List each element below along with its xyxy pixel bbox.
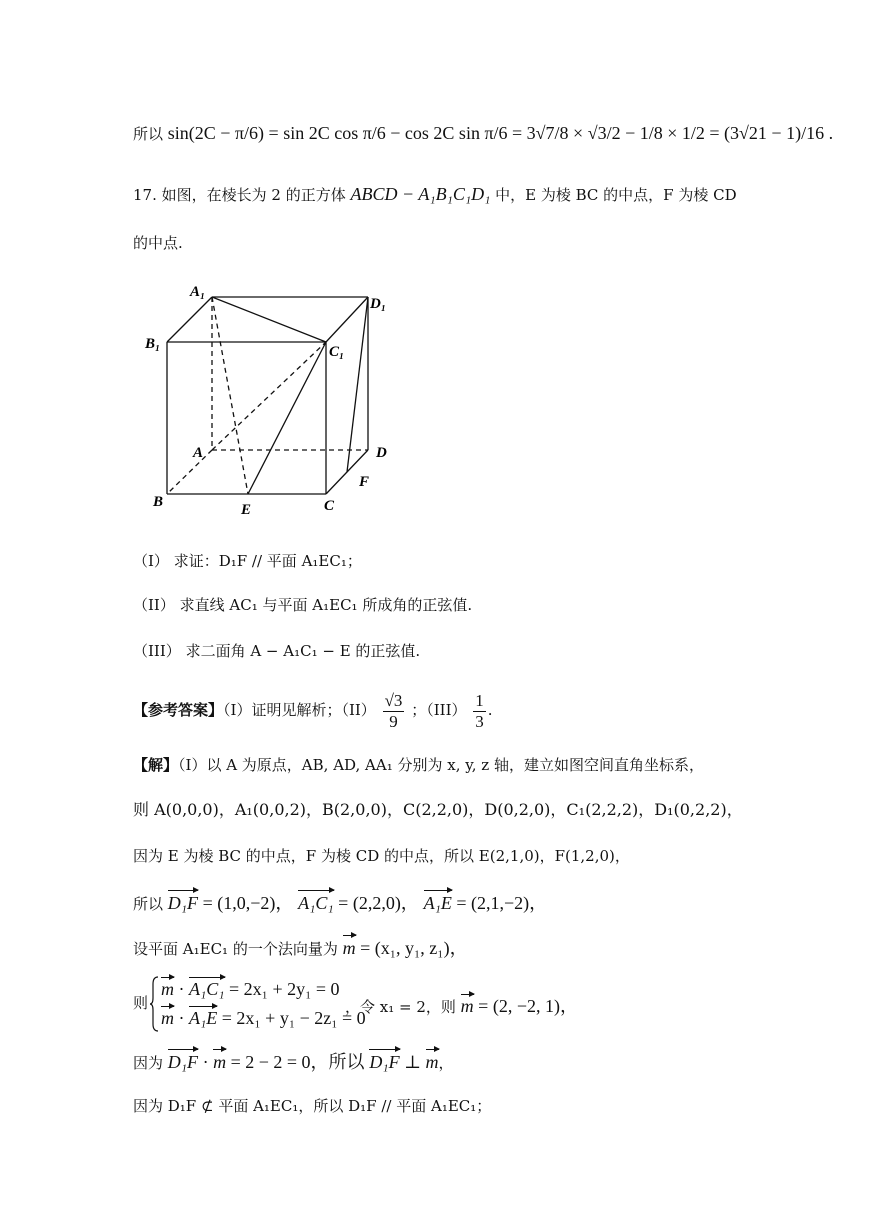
label-f: F xyxy=(359,474,370,490)
label-d: D xyxy=(376,445,387,461)
system-eq2-rhs: = 2x₁ + y₁ − 2z₁ = 0 xyxy=(217,1008,366,1028)
system-a1c1: A₁C₁ xyxy=(189,979,225,999)
system-eq1-rhs: = 2x₁ + 2y₁ = 0 xyxy=(224,979,340,999)
solution-l5-prefix: 设平面 A₁EC₁ 的一个法向量为 xyxy=(133,940,338,958)
system-m-3: m xyxy=(460,996,474,1016)
l7-vector-m-2: m xyxy=(426,1049,439,1073)
l7-vector-m: m xyxy=(213,1049,226,1073)
solution-l4-prefix: 所以 xyxy=(133,895,164,913)
label-b1: B₁ xyxy=(145,336,161,352)
system-after xyxy=(345,992,578,1018)
system-after-text: ，令 x₁ = 2，则 xyxy=(345,998,456,1016)
l7-end: ， xyxy=(438,1054,454,1072)
vector-d1f-value: = (1,0,−2)， xyxy=(198,893,294,913)
solution-label: 【解】 xyxy=(133,756,179,774)
system-brace xyxy=(149,976,159,1032)
solution-l3: 因为 E 为棱 BC 的中点，F 为棱 CD 的中点，所以 E(2,1,0)，F(1,2,0)， xyxy=(133,847,630,865)
question-3 xyxy=(133,640,420,662)
system-m-1: m xyxy=(161,979,174,999)
answer-part3-fraction xyxy=(473,691,486,732)
problem-statement xyxy=(133,183,737,206)
label-a1: A₁ xyxy=(190,284,206,300)
solution-line-7: 因为 D₁F · m = 2 − 2 = 0，所以 D₁F ⊥ m， xyxy=(133,1049,454,1074)
formula-line-1 xyxy=(133,122,833,145)
l7-vector-d1f-2: D₁F xyxy=(369,1049,399,1073)
answer-end: . xyxy=(487,701,493,719)
system-a1e: A₁E xyxy=(189,1008,218,1028)
question-1-text: 求证：D₁F // 平面 A₁EC₁； xyxy=(173,552,362,570)
answer-part1: （I）证明见解析； xyxy=(223,701,342,719)
formula-sin-2c: sin(2C − π/6) = sin 2C cos π/6 − cos 2C sin π/6 = 3√7/8 × √3/2 − 1/8 × 1/2 = (3√21 − 1)/16 . xyxy=(167,123,834,143)
reference-answer xyxy=(133,688,493,732)
answer-part3-tag: ；（III） xyxy=(411,701,467,719)
solution-line-8 xyxy=(133,1095,491,1117)
cube-figure xyxy=(140,282,400,522)
question-2-text: 求直线 AC₁ 与平面 A₁EC₁ 所成角的正弦值. xyxy=(179,596,473,614)
problem-text-c: 的中点. xyxy=(133,234,183,252)
label-c1: C₁ xyxy=(329,344,345,360)
answer-part2-num: √3 xyxy=(384,690,403,710)
label-c: C xyxy=(324,498,335,514)
label-b: B xyxy=(153,494,164,510)
label-a: A xyxy=(193,445,204,461)
system-result: = (2, −2, 1)， xyxy=(473,996,578,1016)
answer-part2-fraction xyxy=(383,691,405,732)
system-eq-1: m · A₁C₁ = 2x₁ + 2y₁ = 0 xyxy=(161,979,340,999)
equation-system xyxy=(133,975,633,1033)
solution-line-4 xyxy=(133,890,547,915)
vector-m: m xyxy=(343,935,356,959)
vector-a1e-value: = (2,1,−2)， xyxy=(451,893,548,913)
problem-text-b: 中，E 为棱 BC 的中点，F 为棱 CD xyxy=(495,186,737,204)
system-prefix: 则 xyxy=(133,994,149,1012)
vector-d1f: D₁F xyxy=(168,890,198,914)
question-3-tag: （III） xyxy=(133,642,181,660)
l7-perp: ⊥ xyxy=(399,1052,426,1072)
system-eq-2: m · A₁E = 2x₁ + y₁ − 2z₁ = 0 xyxy=(161,1008,366,1028)
cube-name: ABCD − A₁B₁C₁D₁ xyxy=(350,184,491,204)
normal-vector-value: = (x₁, y₁, z₁)， xyxy=(355,938,468,958)
solution-l2: 则 A(0,0,0)，A₁(0,0,2)，B(2,0,0)，C(2,2,0)，D(0,2,0)，C₁(2,2,2)，D₁(0,2,2)， xyxy=(133,800,743,819)
question-2-tag: （II） xyxy=(133,596,175,614)
solution-l7-prefix: 因为 xyxy=(133,1054,164,1072)
formula-prefix: 所以 xyxy=(133,125,164,143)
label-e: E xyxy=(241,502,252,518)
vector-a1c1-value: = (2,2,0)， xyxy=(333,893,419,913)
l7-vector-d1f: D₁F xyxy=(168,1049,198,1073)
question-2 xyxy=(133,594,472,616)
vector-a1c1: A₁C₁ xyxy=(298,890,334,914)
answer-part3-num: 1 xyxy=(475,690,484,710)
answer-part3-den: 3 xyxy=(475,711,484,731)
system-m-2: m xyxy=(161,1008,174,1028)
answer-part2-den: 9 xyxy=(389,711,398,731)
vector-a1e: A₁E xyxy=(424,890,452,914)
l7-eq: = 2 − 2 = 0，所以 xyxy=(226,1052,365,1072)
solution-line-5 xyxy=(133,935,468,960)
solution-l1: （I）以 A 为原点，AB, AD, AA₁ 分别为 x, y, z 轴，建立如图空间直角坐标系， xyxy=(178,756,704,774)
solution-line-3 xyxy=(133,845,630,867)
solution-l8: 因为 D₁F ⊄ 平面 A₁EC₁，所以 D₁F // 平面 A₁EC₁； xyxy=(133,1097,492,1115)
solution-line-1 xyxy=(133,754,704,776)
label-d1: D₁ xyxy=(370,296,387,312)
question-1-tag: （I） xyxy=(133,552,169,570)
answer-label: 【参考答案】 xyxy=(133,701,224,719)
problem-statement-cont xyxy=(133,232,183,254)
solution-line-2 xyxy=(133,799,743,821)
question-1 xyxy=(133,550,362,572)
question-3-text: 求二面角 A − A₁C₁ − E 的正弦值. xyxy=(185,642,421,660)
answer-part2-tag: （II） xyxy=(341,701,376,719)
problem-number: 17. xyxy=(133,186,157,204)
problem-text-a: 如图，在棱长为 2 的正方体 xyxy=(161,186,346,204)
